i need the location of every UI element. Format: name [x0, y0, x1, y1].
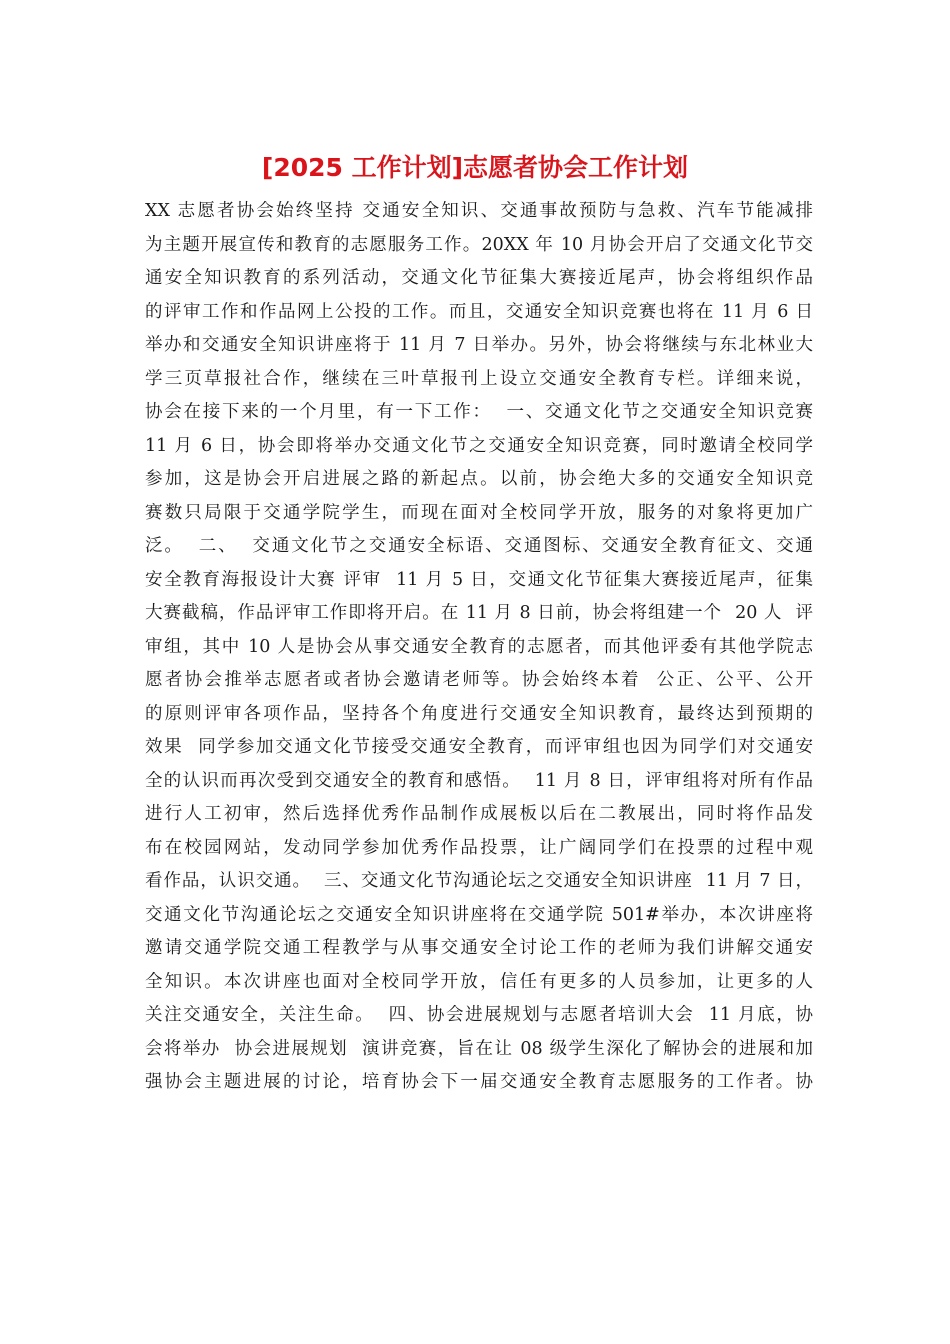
body-text-line: 效果 同学参加交通文化节接受交通安全教育，而评审组也因为同学们对交通安: [145, 737, 813, 757]
body-text-line: 大赛截稿，作品评审工作即将开启。在 11 月 8 日前，协会将组建一个 20 人 评: [145, 603, 813, 623]
body-text-line: 举办和交通安全知识讲座将于 11 月 7 日举办。另外，协会将继续与东北林业大: [145, 335, 813, 355]
body-text-line: 的原则评审各项作品，坚持各个角度进行交通安全知识教育，最终达到预期的: [145, 703, 813, 724]
body-text-line: 关注交通安全，关注生命。 四、协会进展规划与志愿者培训大会 11 月底，协: [145, 1005, 813, 1025]
body-text-line: 交通文化节沟通论坛之交通安全知识讲座将在交通学院 501#举办，本次讲座将: [145, 904, 813, 925]
document-title: [2025 工作计划]志愿者协会工作计划: [261, 153, 689, 182]
body-text-line: 进行人工初审，然后选择优秀作品制作成展板以后在二教展出，同时将作品发: [145, 804, 813, 824]
body-text-line: 的评审工作和作品网上公投的工作。而且，交通安全知识竞赛也将在 11 月 6 日: [145, 301, 813, 322]
body-text-line: 强协会主题进展的讨论，培育协会下一届交通安全教育志愿服务的工作者。协: [145, 1072, 813, 1092]
document-body: [145, 195, 813, 1100]
body-text-line: 会将举办 协会进展规划 演讲竞赛，旨在让 08 级学生深化了解协会的进展和加: [145, 1038, 813, 1059]
body-text-line: 学三页草报社合作，继续在三叶草报刊上设立交通安全教育专栏。详细来说，: [145, 368, 813, 389]
body-text-line: 安全教育海报设计大赛 评审 11 月 5 日，交通文化节征集大赛接近尾声，征集: [145, 569, 813, 590]
body-text-line: 审组，其中 10 人是协会从事交通安全教育的志愿者，而其他评委有其他学院志: [145, 636, 813, 657]
body-text-line: 全的认识而再次受到交通安全的教育和感悟。 11 月 8 日，评审组将对所有作品: [145, 770, 813, 791]
body-text-line: 参加，这是协会开启进展之路的新起点。以前，协会绝大多的交通安全知识竞: [145, 469, 813, 489]
body-text-line: 泛。 二、 交通文化节之交通安全标语、交通图标、交通安全教育征文、交通: [145, 536, 813, 556]
body-text-line: 通安全知识教育的系列活动，交通文化节征集大赛接近尾声，协会将组织作品: [145, 268, 813, 288]
body-text-line: 看作品，认识交通。 三、交通文化节沟通论坛之交通安全知识讲座 11 月 7 日，: [145, 871, 813, 891]
body-text-line: 全知识。本次讲座也面对全校同学开放，信任有更多的人员参加，让更多的人: [145, 971, 813, 992]
body-text-line: 邀请交通学院交通工程教学与从事交通安全讨论工作的老师为我们讲解交通安: [145, 938, 813, 958]
body-text-line: 协会在接下来的一个月里，有一下工作： 一、交通文化节之交通安全知识竞赛: [145, 402, 813, 422]
body-text-line: XX 志愿者协会始终坚持 交通安全知识、交通事故预防与急救、汽车节能减排: [145, 201, 813, 221]
body-text-line: 赛数只局限于交通学院学生，而现在面对全校同学开放，服务的对象将更加广: [145, 502, 813, 523]
body-text-line: 11 月 6 日，协会即将举办交通文化节之交通安全知识竞赛，同时邀请全校同学: [145, 435, 813, 456]
body-text-line: 布在校园网站，发动同学参加优秀作品投票，让广阔同学们在投票的过程中观: [145, 837, 813, 858]
body-text-line: 愿者协会推举志愿者或者协会邀请老师等。协会始终本着 公正、公平、公开: [145, 670, 813, 690]
body-text-line: 为主题开展宣传和教育的志愿服务工作。20XX 年 10 月协会开启了交通文化节交: [145, 234, 813, 255]
